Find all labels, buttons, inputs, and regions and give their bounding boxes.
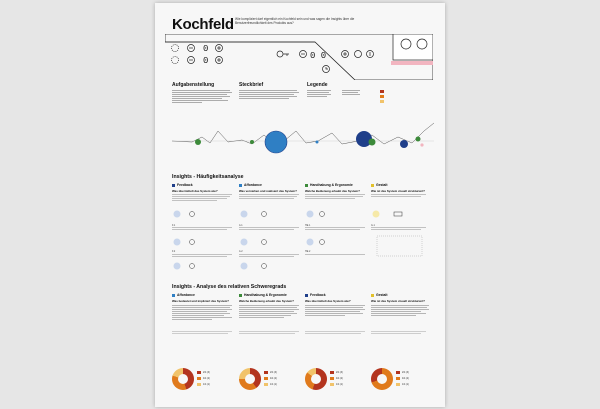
cat-gestalt: Gestalt (371, 183, 388, 187)
question-handling: Welche Bedienung erlaubt das System? (305, 189, 360, 193)
code-a2: A.2 (239, 250, 243, 253)
severity-text-block (172, 305, 434, 349)
sev-legend-low-2: 1/4 (1) (264, 383, 277, 386)
code-he2: HE.2 (305, 250, 311, 253)
code-a1: A.1 (239, 224, 243, 227)
sev-legend-mid-4: 4/4 (2) (396, 377, 409, 380)
code-f2: F.2 (172, 250, 176, 253)
display-digit-1: 0 (203, 44, 209, 54)
legend-color-swatches (380, 90, 384, 103)
sev-legend-low-4: 1/4 (1) (396, 383, 409, 386)
cooktop-control-panel (165, 34, 433, 80)
sev-legend-high-2: 2/4 (3) (264, 371, 277, 374)
pink-marker (391, 61, 433, 65)
legend-heading: Legende (307, 82, 328, 88)
severity-heading: Insights - Analyse des relativen Schweregrads (172, 284, 287, 290)
sev-legend-mid-3: 4/4 (2) (330, 377, 343, 380)
display-digit-2: 0 (203, 56, 209, 66)
sev-legend-low-1: 1/4 (1) (197, 383, 210, 386)
sev-question-feedback: Was übermittelt das System wie? (305, 299, 351, 303)
poster-sheet (155, 3, 445, 407)
gestalt-swatch (371, 184, 374, 187)
question-feedback: Was übermittelt das System wie? (172, 189, 218, 193)
feedback-swatch (172, 184, 175, 187)
question-affordance: Was verstehen und realisiert das System? (239, 189, 297, 193)
cooktop-diagram (393, 34, 433, 60)
sev-legend-low-3: 1/4 (1) (330, 383, 343, 386)
affordance-swatch (239, 184, 242, 187)
timer-display: 0 0 (310, 51, 327, 61)
sev-question-handling: Welche Bedienung erlaubt das System? (239, 299, 294, 303)
sev-legend-mid-1: 4/4 (2) (197, 377, 210, 380)
sev-cat-affordance: Affordance (172, 293, 195, 297)
sev-question-gestalt: Wie ist das System visuell strukturiert? (371, 299, 425, 303)
donut-handling (239, 368, 261, 390)
question-gestalt: Wie ist das System visuell strukturiert? (371, 189, 425, 193)
sev-cat-gestalt: Gestalt (371, 293, 388, 297)
frequency-heading: Insights - Häufigkeitsanalyse (172, 174, 244, 180)
donut-affordance (172, 368, 194, 390)
cat-feedback: Feedback (172, 183, 193, 187)
poster-title: Kochfeld (172, 16, 234, 33)
key-lock-icon (277, 51, 289, 57)
intro-text-block (172, 89, 432, 109)
sev-cat-handling: Handhabung & Ergonomie (239, 293, 287, 297)
sev-legend-high-4: 2/4 (3) (396, 371, 409, 374)
handling-swatch (305, 184, 308, 187)
frequency-grid (172, 194, 434, 274)
poster-subtitle: Wie kompliziert darf eigentlich ein Kochfeld sein und was sagen die Insights über die Benutzerfreundlichkeit des Produkts aus? (235, 17, 355, 25)
burner-icon-left-top (172, 45, 179, 64)
sev-question-affordance: Was bedeutet und impliziert das System? (172, 299, 229, 303)
profile-heading: Steckbrief (239, 82, 264, 88)
sev-cat-feedback: Feedback (305, 293, 326, 297)
donut-feedback (305, 368, 327, 390)
code-g1: G.1 (371, 224, 375, 227)
sev-legend-high-3: 2/4 (3) (330, 371, 343, 374)
code-he1: HE.1 (305, 224, 311, 227)
cat-handling: Handhabung & Ergonomie (305, 183, 353, 187)
sev-legend-mid-2: 4/4 (2) (264, 377, 277, 380)
cat-affordance: Affordance (239, 183, 262, 187)
donut-gestalt (371, 368, 393, 390)
sev-legend-high-1: 2/4 (3) (197, 371, 210, 374)
task-heading: Aufgabenstellung (172, 82, 215, 88)
code-f1: F.1 (172, 224, 176, 227)
interaction-timeline (172, 111, 434, 159)
